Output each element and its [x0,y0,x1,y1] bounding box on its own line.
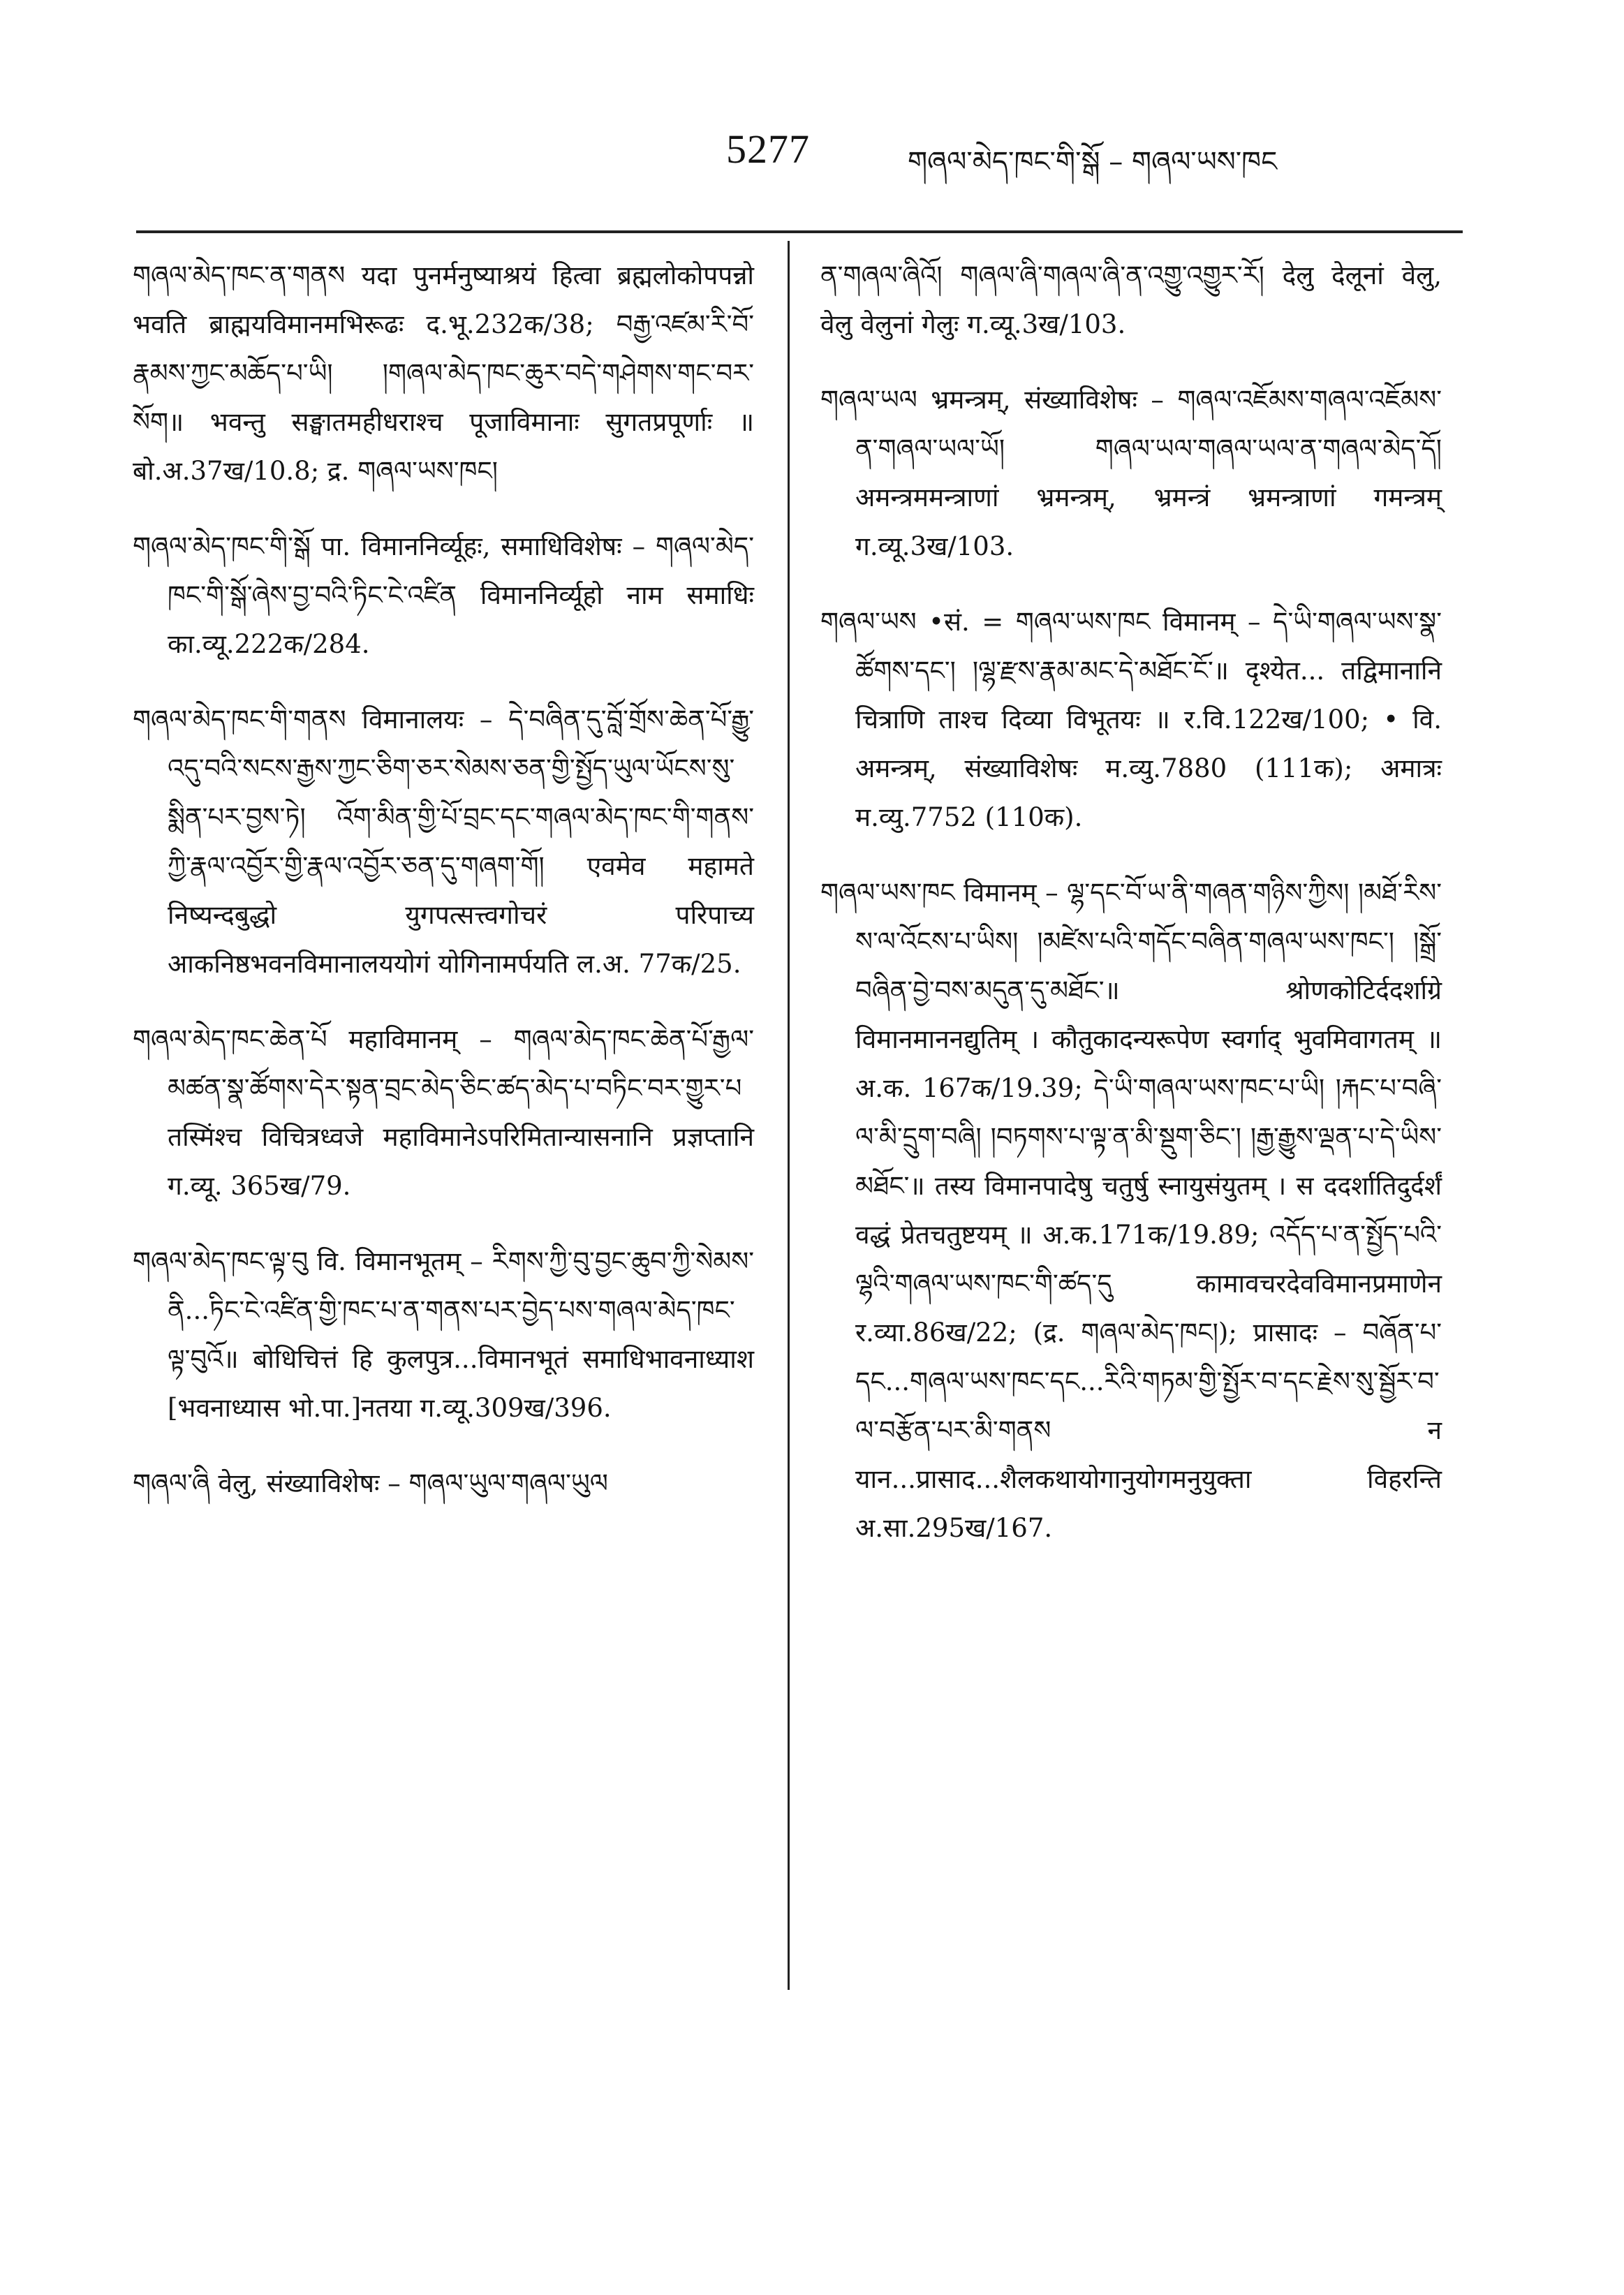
dictionary-entry: གཞལ་ཡས •सं. = གཞལ་ཡས་ཁང विमानम् – དེ་ཡི་གཞལ་ཡས་སྣ་ཚོགས་དང་། །ལྷ་རྫས་རྣམ་མང་དེ་མཐོང་ངོ་॥ दृश्येत... तद्विमानानि चित्राणि ताश्च दिव्या विभूतयः ॥ र.वि.122ख/100; • वि. अमन्त्रम्, संख्याविशेषः म.व्यु.7880 (111क); अमात्रः म.व्यु.7752 (110क). [820,607,1442,832]
column-divider [788,241,790,1990]
dictionary-entry: གཞལ་ཡལ भ्रमन्त्रम्, संख्याविशेषः – གཞལ་འཇོམས་གཞལ་འཇོམས་ན་གཞལ་ཡལ་ཡོ། གཞལ་ཡལ་གཞལ་ཡལ་ན་གཞལ་མེད་དོ། अमन्त्रममन्त्राणां भ्रमन्त्रम्, भ्रमन्त्रं भ्रमन्त्राणां गमन्त्रम् ग.व्यू.3ख/103. [820,385,1442,561]
dictionary-entry: གཞལ་མེད་ཁང་ན་གནས यदा पुनर्मनुष्याश्रयं हित्वा ब्रह्मलोकोपपन्नो भवति ब्राह्मयविमानमभिरूढः द.भू.232क/38; བརྒྱ་འཛམ་རི་བོ་རྣམས་ཀྱང་མཆོད་པ་ཡི། །གཞལ་མེད་ཁང་ཆུར་བདེ་གཤེགས་གང་བར་སོག॥ भवन्तु सङ्घातमहीधराश्च पूजाविमानाः सुगतप्रपूर्णाः ॥ बो.अ.37ख/10.8; द्र. གཞལ་ཡས་ཁང། [133,260,754,486]
right-column [820,251,1442,1579]
dictionary-entry-continuation: ན་གཞལ་ཞིའོ། གཞལ་ཞི་གཞལ་ཞི་ན་འགྱུ་འགྱུར་རོ། देलु देलूनां वेलु, वेलु वेलुनां गेलुः ग.व्यू.3ख/103. [820,260,1442,339]
dictionary-entry: གཞལ་མེད་ཁང་གི་གནས विमानालयः – དེ་བཞིན་དུ་བློ་གྲོས་ཆེན་པོ་རྒྱུ་འདུ་བའི་སངས་རྒྱས་ཀྱང་ཅིག་ཅར་སེམས་ཅན་གྱི་སྤྱོད་ཡུལ་ཡོངས་སུ་སྨིན་པར་བྱས་ཏེ། འོག་མིན་གྱི་པོ་བྲང་དང་གཞལ་མེད་ཁང་གི་གནས་ཀྱི་རྣལ་འབྱོར་གྱི་རྣལ་འབྱོར་ཅན་དུ་གཞག་གོ། एवमेव महामते निष्यन्दबुद्धो युगपत्सत्त्वगोचरं परिपाच्य आकनिष्ठभवनविमानालययोगं योगिनामर्पयति ल.अ. 77क/25. [133,704,754,979]
dictionary-entry: གཞལ་མེད་ཁང་ལྟ་བུ वि. विमानभूतम् – རིགས་ཀྱི་བུ་བྱང་ཆུབ་ཀྱི་སེམས་ནི...ཏིང་ངེ་འཛིན་གྱི་ཁང་པ་ན་གནས་པར་བྱེད་པས་གཞལ་མེད་ཁང་ལྟ་བུའོ॥ बोधिचित्तं हि कुलपुत्र...विमानभूतं समाधिभावनाध्याश [भवनाध्यास भो.पा.]नतया ग.व्यू.309ख/396. [133,1246,754,1423]
page-number: 5277 [726,126,810,172]
dictionary-entry: གཞལ་མེད་ཁང་གི་སྒོ पा. विमाननिर्व्यूहः, समाधिविशेषः – གཞལ་མེད་ཁང་གི་སྒོ་ཞེས་བྱ་བའི་ཏིང་ངེ་འཛིན विमाननिर्व्यूहो नाम समाधिः का.व्यू.222क/284. [133,531,754,659]
page-header [726,126,1473,182]
dictionary-entry: གཞལ་མེད་ཁང་ཆེན་པོ महाविमानम् – གཞལ་མེད་ཁང་ཆེན་པོ་རྒྱལ་མཚན་སྣ་ཚོགས་དེར་སྟན་བྲང་མེད་ཅིང་ཚད་མེད་པ་བཏིང་བར་གྱུར་པ तस्मिंश्च विचित्रध्वजे महाविमानेऽपरिमितान्यासनानि प्रज्ञप्तानि ग.व्यू. 365ख/79. [133,1024,754,1201]
dictionary-entry: གཞལ་ཞི वेलु, संख्याविशेषः – གཞལ་ཡུལ་གཞལ་ཡུལ [133,1468,608,1498]
header-rule [136,230,1463,233]
left-column [133,251,754,1535]
dictionary-entry: གཞལ་ཡས་ཁང विमानम् – ལྷ་དང་བོ་ཡ་ནི་གཞན་གཉིས་ཀྱིས། །མཐོ་རིས་ས་ལ་འོངས་པ་ཡིས། །མཛེས་པའི་གདོང་བཞིན་གཞལ་ཡས་ཁང་། །སྒྲོ་བཞིན་བྱེ་བས་མདུན་དུ་མཐོང་॥ श्रोणकोटिर्ददर्शाग्रे विमानमाननद्युतिम् । कौतुकादन्यरूपेण स्वर्गाद् भुवमिवागतम् ॥ अ.क. 167क/19.39; དེ་ཡི་གཞལ་ཡས་ཁང་པ་ཡི། །རྐང་པ་བཞི་ལ་མི་དྲུག་བཞི། །བཏགས་པ་ལྟ་ན་མི་སྡུག་ཅིང་། །རྒྱ་རྒྱུས་ལྡན་པ་དེ་ཡིས་མཐོང་॥ तस्य विमानपादेषु चतुर्षु स्नायुसंयुतम् । स ददर्शातिदुर्दर्शं वद्धं प्रेतचतुष्टयम् ॥ अ.क.171क/19.89; འདོད་པ་ན་སྤྱོད་པའི་ལྷའི་གཞལ་ཡས་ཁང་གི་ཚད་དུ कामावचरदेवविमानप्रमाणेन र.व्या.86ख/22; (द्र. གཞལ་མེད་ཁང།); प्रासादः – བཞོན་པ་དང...གཞལ་ཡས་ཁང་དང...རིའི་གཏམ་གྱི་སྤྱོར་བ་དང་རྗེས་སུ་སྦྱོར་བ་ལ་བརྩོན་པར་མི་གནས न यान...प्रासाद...शैलकथायोगानुयोगमनुयुक्ता विहरन्ति अ.सा.295ख/167. [820,878,1442,1543]
running-head: གཞལ་མེད་ཁང་གི་སྒོ – གཞལ་ཡས་ཁང [908,146,1278,178]
